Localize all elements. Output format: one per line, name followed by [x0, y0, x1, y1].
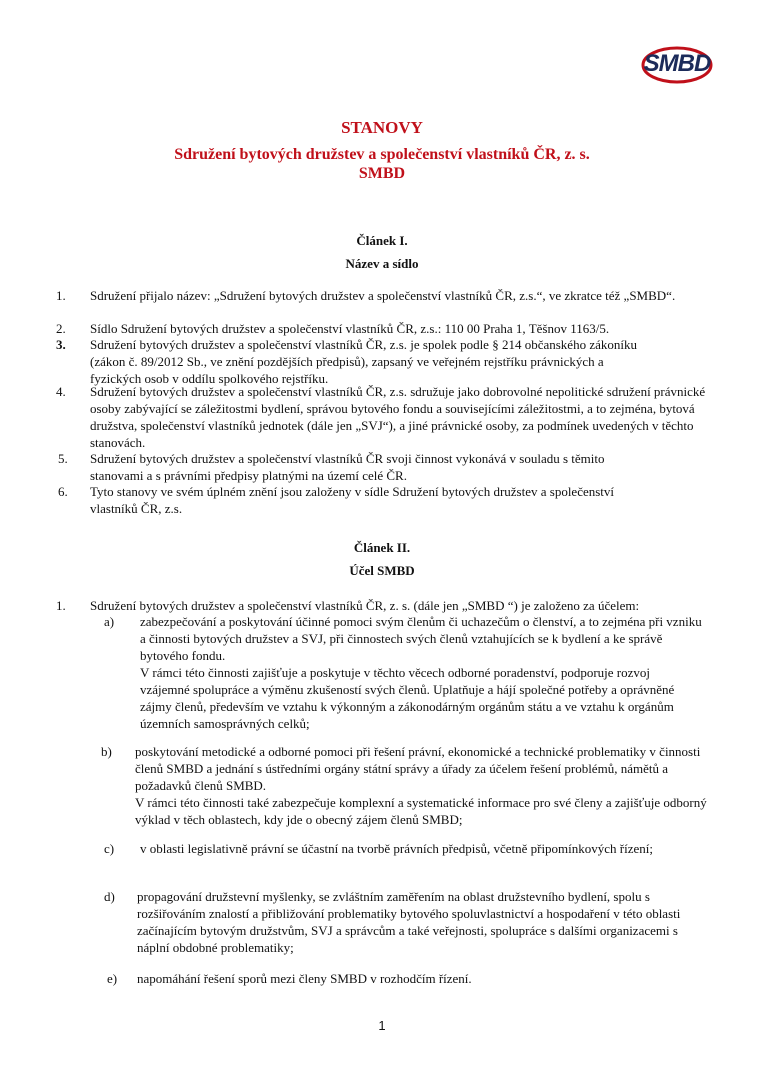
article-2-heading: Článek II. — [353, 540, 411, 555]
page-number: 1 — [378, 1018, 386, 1033]
article-1-item-5: Sdružení bytových družstev a společenství vlastníků ČR svoji činnost vykonává v souladu s těmito stanovami a s právními předpisy platnými na území celé ČR. — [90, 451, 605, 483]
article-2-subitem-c: v oblasti legislativně právní se účastní na tvorbě právních předpisů, včetně připomínkových řízení; — [140, 841, 653, 856]
article-2-subitem-e-letter: e) — [107, 971, 118, 986]
article-1-item-5-number: 5. — [58, 451, 68, 466]
article-1-item-4: Sdružení bytových družstev a společenství vlastníků ČR, z.s. sdružuje jako dobrovolné nepolitické sdružení právnické osoby zabývající se záležitostmi bydlení, správou bytového fondu a souvisejícími záležitostmi, a to zejména, bytová družstva, společenství vlastníků jednotek (dále jen „SVJ“), a jiné právnické osoby, za podmínek uvedených v těchto stanovách. — [90, 384, 706, 450]
article-2-subitem-a: zabezpečování a poskytování účinné pomoci svým členům či uchazečům o členství, a to zejména při vzniku a činnosti bytových družstev a SVJ, při činnostech svých členů vztahujících se k bydlení a ke správě bytového fondu. — [140, 614, 702, 663]
article-2-subitem-a-letter: a) — [104, 614, 115, 629]
article-2-subitem-d: propagování družstevní myšlenky, se zvláštním zaměřením na oblast družstevního bydlení, spolu s rozšiřováním znalostí a přibližování problematiky bytového spoluvlastnictví a hospodaření v této oblasti začínajícím bytovým družstvům, SVJ a správcům a také veřejnosti, spolupráce s dalšími organizacemi s náplní obdobné problematiky; — [137, 889, 681, 955]
logo-text: SMBD — [643, 50, 711, 77]
smbd-logo — [641, 44, 713, 84]
article-1-item-6: Tyto stanovy ve svém úplném znění jsou založeny v sídle Sdružení bytových družstev a společenství vlastníků ČR, z.s. — [90, 484, 615, 516]
article-2-subitem-d-letter: d) — [104, 889, 115, 904]
article-1-item-6-number: 6. — [58, 484, 68, 499]
article-2-subheading: Účel SMBD — [349, 563, 415, 578]
article-1-item-2: Sídlo Sdružení bytových družstev a společenství vlastníků ČR, z.s.: 110 00 Praha 1, Těšnov 1163/5. — [90, 321, 610, 336]
article-1-item-1: Sdružení přijalo název: „Sdružení bytových družstev a společenství vlastníků ČR, z.s.“, ve zkratce též „SMBD“. — [90, 288, 676, 303]
article-2-subitem-b-letter: b) — [101, 744, 112, 759]
article-1-item-4-number: 4. — [56, 384, 66, 399]
article-1-item-3-number: 3. — [56, 337, 66, 352]
organization-name: Sdružení bytových družstev a společenství vlastníků ČR, z. s. — [174, 146, 590, 163]
organization-abbreviation: SMBD — [358, 165, 406, 182]
article-1-heading: Článek I. — [356, 233, 408, 248]
article-2-intro-number: 1. — [56, 598, 66, 613]
article-2-subitem-b-detail: V rámci této činnosti také zabezpečuje komplexní a systematické informace pro své členy a zajišťuje odborný výklad v těch oblastech, kdy jde o obecný zájem členů SMBD; — [135, 795, 707, 827]
article-2-subitem-b: poskytování metodické a odborné pomoci při řešení právní, ekonomické a technické problematiky v činnosti členů SMBD a jednání s ústředními orgány státní správy a úřady za účelem řešení problémů, námětů a požadavků členů SMBD. — [135, 744, 701, 793]
article-2-subitem-e: napomáhání řešení sporů mezi členy SMBD v rozhodčím řízení. — [137, 971, 472, 986]
document-title: STANOVY — [341, 118, 423, 137]
article-2-subitem-a-detail: V rámci této činnosti zajišťuje a poskytuje v těchto věcech odborné poradenství, podporuje rozvoj vzájemné spolupráce a výměnu zkušeností svých členů. Uplatňuje a hájí společné potřeby a oprávněné zájmy členů, především ve vztahu k výkonným a zákonodárným orgánům státu a ve vztahu k orgánům územních samosprávných celků; — [140, 665, 675, 731]
article-1-item-3: Sdružení bytových družstev a společenství vlastníků ČR, z.s. je spolek podle § 214 občanského zákoníku (zákon č. 89/2012 Sb., ve znění pozdějších předpisů), zapsaný ve veřejném rejstříku právnických a fyzických osob v oddílu spolkového rejstříku. — [90, 337, 637, 386]
article-1-item-1-number: 1. — [56, 288, 66, 303]
article-2-subitem-c-letter: c) — [104, 841, 115, 856]
article-1-item-2-number: 2. — [56, 321, 66, 336]
article-2-intro: Sdružení bytových družstev a společenství vlastníků ČR, z. s. (dále jen „SMBD “) je založeno za účelem: — [90, 598, 640, 613]
article-1-subheading: Název a sídlo — [345, 256, 419, 271]
